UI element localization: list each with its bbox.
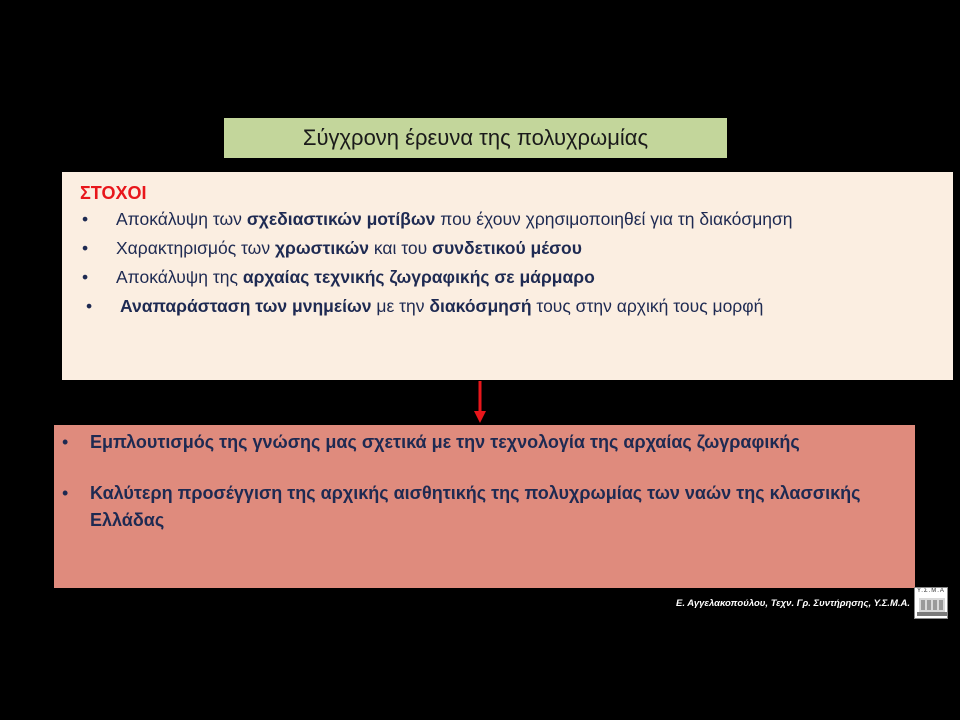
- goal-text: Χαρακτηρισμός των: [116, 238, 275, 258]
- bullet-icon: •: [82, 209, 89, 229]
- bullet-icon: •: [62, 483, 69, 503]
- slide-title-box: [224, 118, 727, 158]
- ysma-logo: [914, 587, 948, 619]
- bullet-icon: •: [62, 432, 69, 452]
- goals-heading: ΣΤΟΧΟΙ: [80, 183, 147, 203]
- goals-list: [80, 206, 937, 319]
- goal-text: Αποκάλυψη των: [116, 209, 247, 229]
- goal-text: που έχουν χρησιμοποιηθεί για τη διακόσμηση: [435, 209, 793, 229]
- goal-item: [80, 264, 937, 290]
- goal-emphasis: συνδετικού μέσου: [432, 238, 582, 258]
- slide-title: Σύγχρονη έρευνα της πολυχρωμίας: [302, 125, 649, 150]
- outcome-text: Εμπλουτισμός της γνώσης μας σχετικά με την τεχνολογία της αρχαίας ζωγραφικής: [90, 432, 800, 452]
- outcome-text: Καλύτερη προσέγγιση της αρχικής αισθητικής της πολυχρωμίας των ναών της κλασσικής Ελλάδας: [90, 483, 861, 530]
- goal-emphasis: σχεδιαστικών μοτίβων: [246, 209, 436, 229]
- outcomes-list: [62, 429, 901, 534]
- goal-emphasis: διακόσμησή: [429, 296, 532, 316]
- down-arrow-icon: [472, 381, 488, 425]
- logo-text: Y.Σ.M.A: [917, 588, 945, 594]
- goal-emphasis: χρωστικών: [274, 238, 369, 258]
- goal-text: και του: [368, 238, 433, 258]
- author-credit: Ε. Αγγελακοπούλου, Τεχν. Γρ. Συντήρησης, Υ.Σ.Μ.Α.: [676, 598, 910, 609]
- outcomes-box: [54, 425, 915, 588]
- goals-box: [62, 172, 953, 380]
- outcome-item: [62, 429, 901, 456]
- goal-emphasis: Αναπαράσταση των μνημείων: [120, 296, 372, 316]
- outcome-item: [62, 480, 901, 534]
- bullet-icon: •: [82, 267, 89, 287]
- bullet-icon: •: [82, 238, 89, 258]
- goal-text: τους στην αρχική τους μορφή: [531, 296, 764, 316]
- goal-item: [80, 235, 937, 261]
- bullet-icon: •: [86, 296, 93, 316]
- goal-text: Αποκάλυψη της: [116, 267, 243, 287]
- goal-text: με την: [371, 296, 430, 316]
- goal-emphasis: αρχαίας τεχνικής ζωγραφικής σε μάρμαρο: [242, 267, 595, 287]
- goal-item: [80, 293, 937, 319]
- goal-item: [80, 206, 937, 232]
